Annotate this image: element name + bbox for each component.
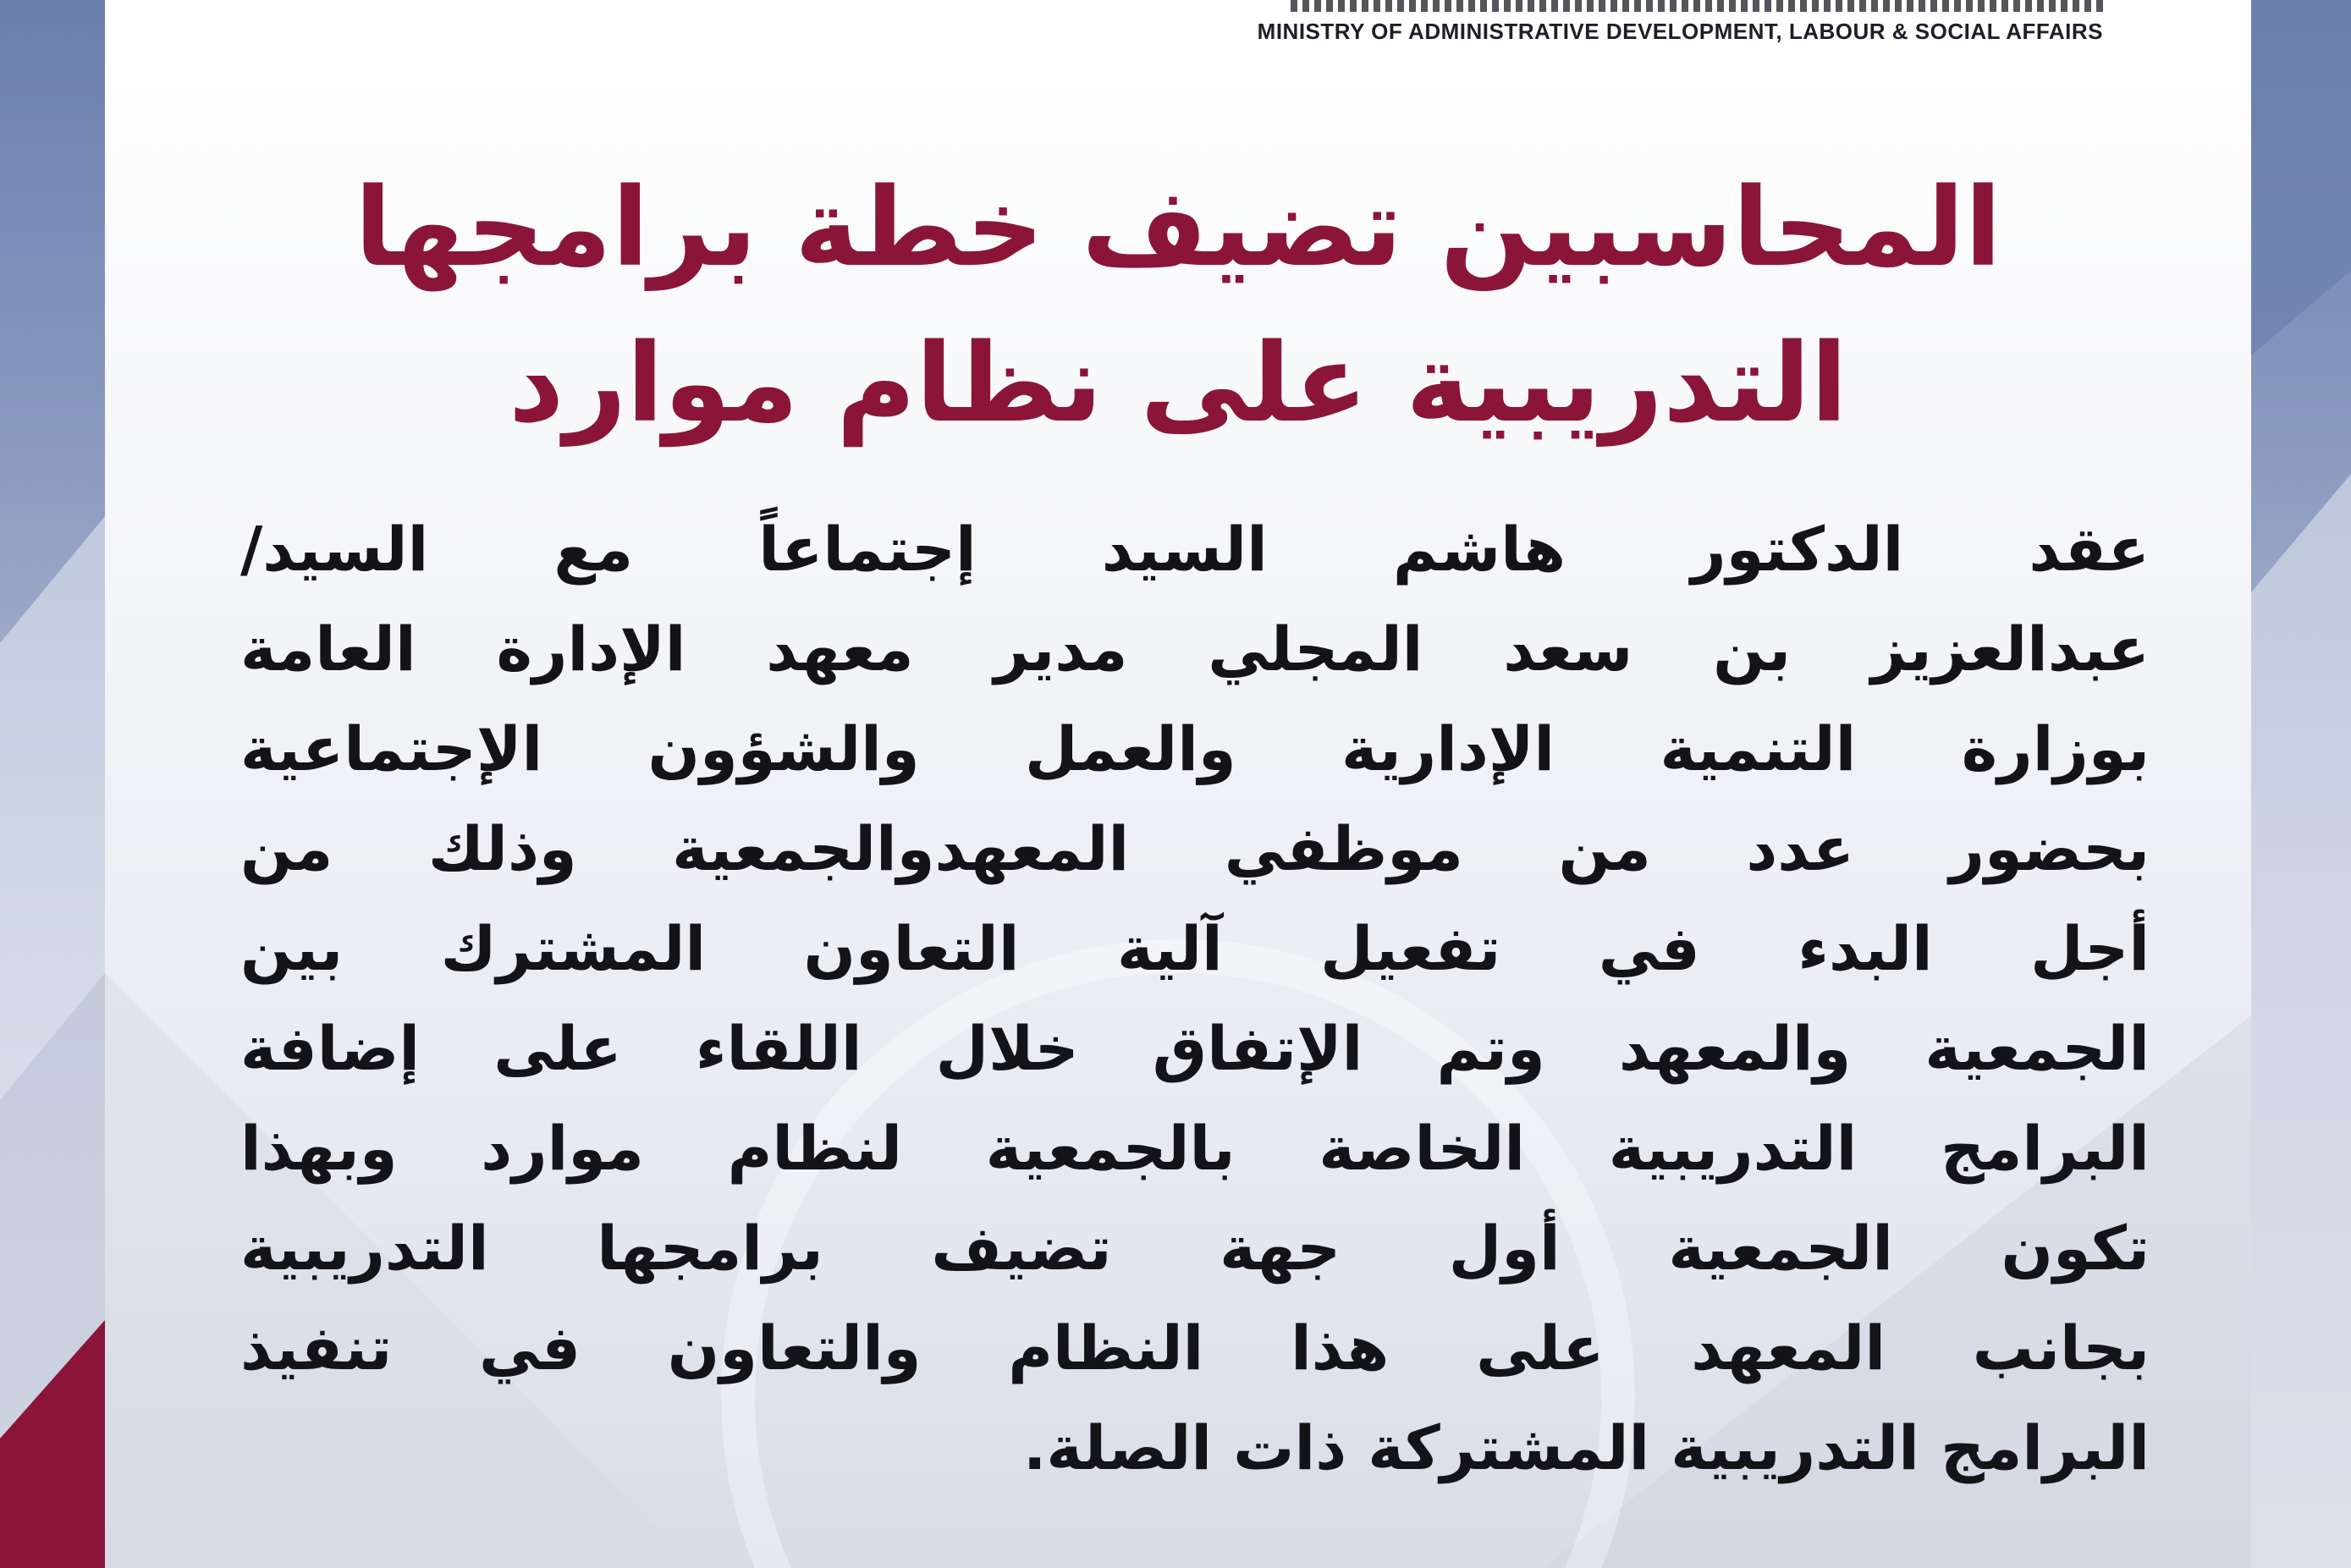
right-side-background [2251,0,2351,1568]
left-decorative-shapes [0,0,105,1568]
ministry-logo-arabic-text [1291,0,2103,12]
headline-line-1: المحاسبين تضيف خطة برامجها [354,165,2002,291]
body-line: الجمعية والمعهد وتم الإتفاق خلال اللقاء على إضافة [240,1013,2150,1084]
ministry-name-english: MINISTRY OF ADMINISTRATIVE DEVELOPMENT, LABOUR & SOCIAL AFFAIRS [1257,19,2103,44]
body-line: البرامج التدريبية الخاصة بالجمعية لنظام موارد وبهذا [240,1113,2150,1184]
body-line: أجل البدء في تفعيل آلية التعاون المشترك بين [240,913,2150,984]
body-line: بجانب المعهد على هذا النظام والتعاون في تنفيذ [240,1312,2150,1384]
body-line: بوزارة التنمية الإدارية والعمل والشؤون الإجتماعية [240,713,2150,784]
body-line-last: البرامج التدريبية المشتركة ذات الصلة. [1023,1412,2150,1483]
headline-line-2: التدريبية على نظام موارد [508,321,1848,447]
left-side-background [0,0,105,1568]
body-line: تكون الجمعية أول جهة تضيف برامجها التدريبية [240,1213,2150,1284]
headline [105,151,2251,462]
body-line: بحضور عدد من موظفي المعهدوالجمعية وذلك من [240,813,2150,884]
body-line: عبدالعزيز بن سعد المجلي مدير معهد الإدارة العامة [240,613,2150,685]
article-body [240,499,2150,1498]
post-card [105,0,2251,1568]
right-decorative-shapes [2251,0,2351,1568]
body-line: عقد الدكتور هاشم السيد إجتماعاً مع السيد/ [240,514,2150,585]
